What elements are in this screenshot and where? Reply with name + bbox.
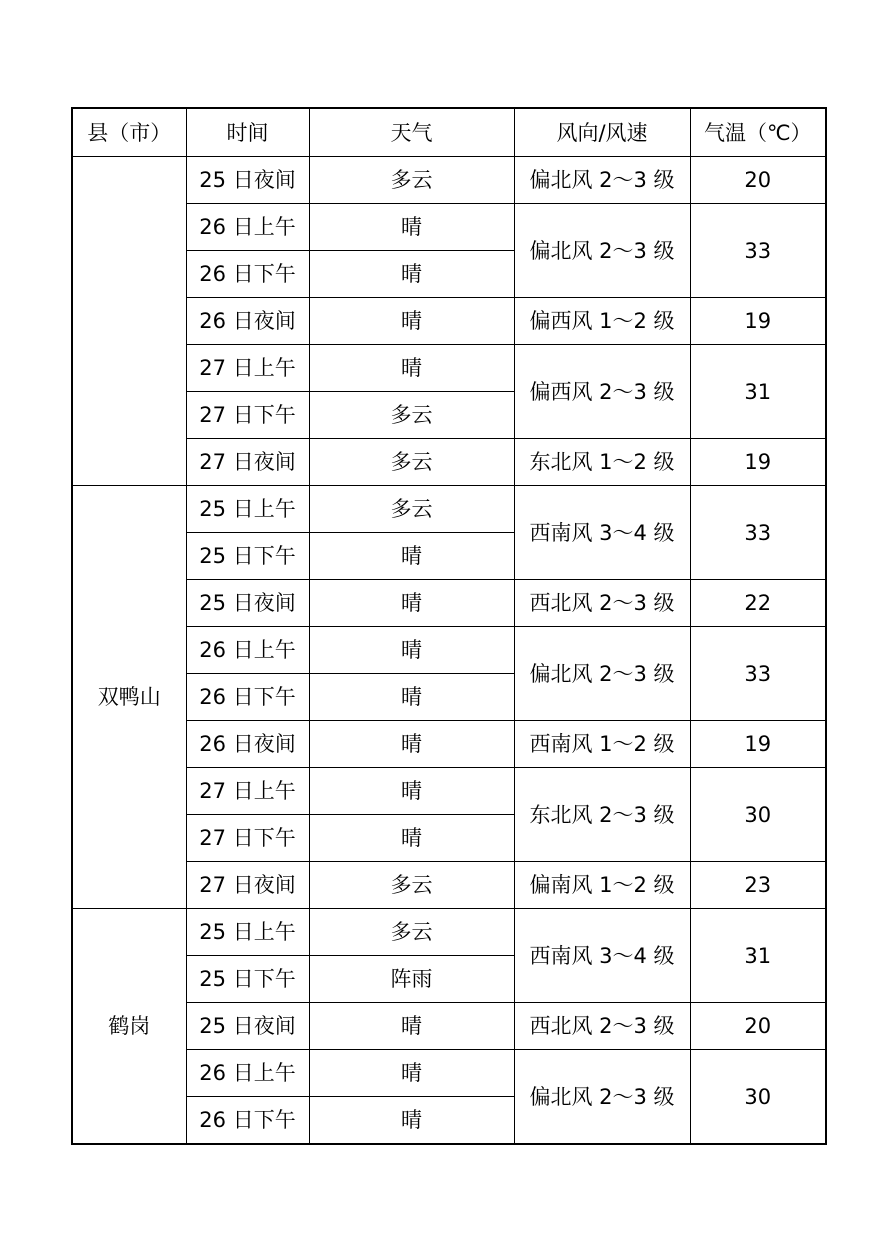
table-row — [72, 204, 826, 251]
time-cell: 25 日夜间 — [186, 1003, 309, 1050]
weather-cell: 晴 — [309, 815, 514, 862]
weather-forecast-table — [71, 107, 827, 1145]
wind-cell: 西南风 1～2 级 — [514, 721, 690, 768]
county-cell — [72, 157, 186, 486]
time-cell: 25 日下午 — [186, 533, 309, 580]
temperature-cell: 33 — [690, 627, 826, 721]
weather-cell: 晴 — [309, 1097, 514, 1145]
time-cell: 27 日夜间 — [186, 862, 309, 909]
time-cell: 26 日下午 — [186, 674, 309, 721]
county-cell: 鹤岗 — [72, 909, 186, 1145]
weather-cell: 晴 — [309, 1050, 514, 1097]
table-row — [72, 768, 826, 815]
time-cell: 27 日下午 — [186, 815, 309, 862]
table-body — [72, 157, 826, 1145]
weather-cell: 晴 — [309, 627, 514, 674]
header-county: 县（市） — [72, 108, 186, 157]
header-time: 时间 — [186, 108, 309, 157]
header-row — [72, 108, 826, 157]
temperature-cell: 19 — [690, 721, 826, 768]
weather-cell: 晴 — [309, 768, 514, 815]
weather-cell: 晴 — [309, 674, 514, 721]
time-cell: 27 日夜间 — [186, 439, 309, 486]
temperature-cell: 22 — [690, 580, 826, 627]
table-row — [72, 486, 826, 533]
time-cell: 25 日上午 — [186, 909, 309, 956]
time-cell: 25 日夜间 — [186, 580, 309, 627]
table-row — [72, 439, 826, 486]
time-cell: 27 日上午 — [186, 345, 309, 392]
weather-cell: 多云 — [309, 392, 514, 439]
county-cell: 双鸭山 — [72, 486, 186, 909]
weather-cell: 晴 — [309, 1003, 514, 1050]
weather-cell: 多云 — [309, 439, 514, 486]
weather-cell: 晴 — [309, 345, 514, 392]
temperature-cell: 20 — [690, 157, 826, 204]
weather-cell: 多云 — [309, 157, 514, 204]
weather-cell: 多云 — [309, 862, 514, 909]
wind-cell: 偏北风 2～3 级 — [514, 157, 690, 204]
wind-cell: 偏北风 2～3 级 — [514, 1050, 690, 1145]
wind-cell: 偏南风 1～2 级 — [514, 862, 690, 909]
weather-cell: 阵雨 — [309, 956, 514, 1003]
temperature-cell: 20 — [690, 1003, 826, 1050]
table-row — [72, 157, 826, 204]
time-cell: 25 日下午 — [186, 956, 309, 1003]
time-cell: 26 日夜间 — [186, 721, 309, 768]
wind-cell: 东北风 1～2 级 — [514, 439, 690, 486]
weather-cell: 多云 — [309, 909, 514, 956]
weather-cell: 晴 — [309, 204, 514, 251]
temperature-cell: 19 — [690, 439, 826, 486]
time-cell: 27 日上午 — [186, 768, 309, 815]
weather-cell: 晴 — [309, 580, 514, 627]
weather-cell: 晴 — [309, 533, 514, 580]
time-cell: 26 日上午 — [186, 627, 309, 674]
time-cell: 26 日下午 — [186, 1097, 309, 1145]
wind-cell: 西北风 2～3 级 — [514, 1003, 690, 1050]
table-row — [72, 1003, 826, 1050]
wind-cell: 偏西风 2～3 级 — [514, 345, 690, 439]
temperature-cell: 31 — [690, 345, 826, 439]
header-temperature: 气温（℃） — [690, 108, 826, 157]
weather-cell: 晴 — [309, 251, 514, 298]
time-cell: 26 日上午 — [186, 204, 309, 251]
wind-cell: 偏西风 1～2 级 — [514, 298, 690, 345]
time-cell: 26 日上午 — [186, 1050, 309, 1097]
header-weather: 天气 — [309, 108, 514, 157]
wind-cell: 西北风 2～3 级 — [514, 580, 690, 627]
wind-cell: 东北风 2～3 级 — [514, 768, 690, 862]
wind-cell: 西南风 3～4 级 — [514, 909, 690, 1003]
header-wind: 风向/风速 — [514, 108, 690, 157]
weather-cell: 多云 — [309, 486, 514, 533]
table-row — [72, 298, 826, 345]
temperature-cell: 19 — [690, 298, 826, 345]
time-cell: 25 日夜间 — [186, 157, 309, 204]
temperature-cell: 33 — [690, 204, 826, 298]
table-row — [72, 1050, 826, 1097]
table-row — [72, 580, 826, 627]
time-cell: 26 日下午 — [186, 251, 309, 298]
temperature-cell: 33 — [690, 486, 826, 580]
weather-cell: 晴 — [309, 721, 514, 768]
table-row — [72, 862, 826, 909]
time-cell: 26 日夜间 — [186, 298, 309, 345]
table-row — [72, 909, 826, 956]
table-row — [72, 345, 826, 392]
temperature-cell: 31 — [690, 909, 826, 1003]
table-row — [72, 627, 826, 674]
wind-cell: 西南风 3～4 级 — [514, 486, 690, 580]
time-cell: 27 日下午 — [186, 392, 309, 439]
wind-cell: 偏北风 2～3 级 — [514, 627, 690, 721]
temperature-cell: 23 — [690, 862, 826, 909]
time-cell: 25 日上午 — [186, 486, 309, 533]
table-row — [72, 721, 826, 768]
temperature-cell: 30 — [690, 768, 826, 862]
temperature-cell: 30 — [690, 1050, 826, 1145]
wind-cell: 偏北风 2～3 级 — [514, 204, 690, 298]
weather-cell: 晴 — [309, 298, 514, 345]
